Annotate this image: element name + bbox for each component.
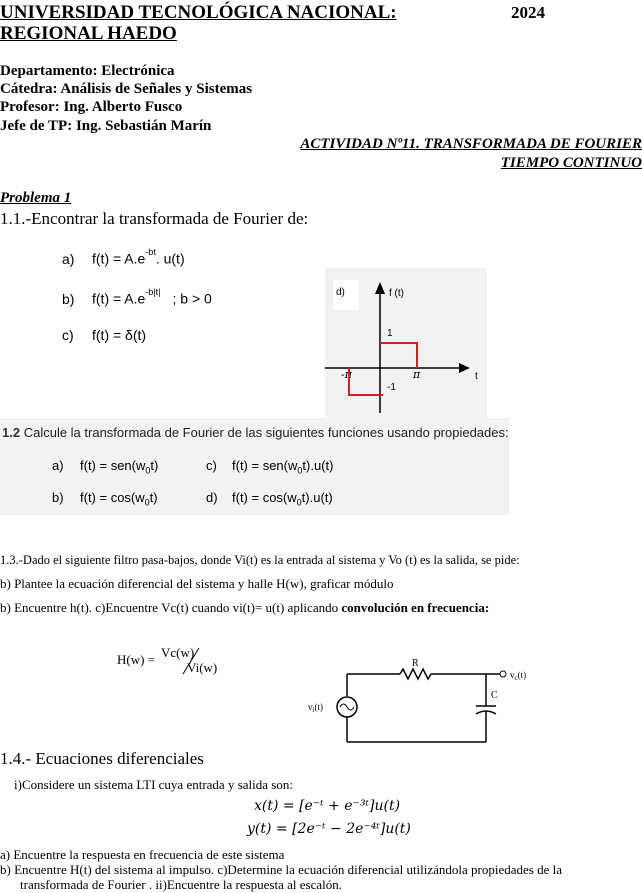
- p12-b: b) $f(t) = \cos(w_0t)$: [52, 490, 158, 508]
- hw-numerator: Vc(w): [161, 645, 195, 660]
- p12-c: c) $f(t) = sen(w_0t).u(t)$: [206, 458, 334, 476]
- graph-ylabel: f (t): [389, 288, 404, 299]
- activity-title: ACTIVIDAD Nº11. TRANSFORMADA DE FOURIER: [300, 136, 642, 152]
- rc-circuit: [300, 652, 545, 747]
- p14-b-line2: transformada de Fourier . ii)Encuentre la respuesta al escalón.: [20, 877, 342, 892]
- output-terminal: [500, 671, 506, 677]
- graph-neg-one: -1: [387, 382, 396, 393]
- graph-xlabel: t: [475, 371, 478, 382]
- professor: Profesor: Ing. Alberto Fusco: [0, 99, 183, 115]
- hw-formula: [115, 640, 255, 680]
- graph-one: 1: [387, 328, 393, 339]
- chair: Cátedra: Análisis de Señales y Sistemas: [0, 81, 253, 97]
- year: 2024: [511, 3, 545, 22]
- resistor: [400, 669, 431, 679]
- p11-text: 1.1.-Encontrar la transformada de Fourier de:: [0, 209, 309, 228]
- activity-subtitle: TIEMPO CONTINUO: [500, 155, 642, 171]
- p12-a: a) $f(t) = sen(w_0t)$: [52, 458, 159, 476]
- hw-denominator: Vi(w): [187, 660, 218, 675]
- svg-text:vi(t): $v_i(t)$: [308, 702, 323, 714]
- tp-head: Jefe de TP: Ing. Sebastián Marín: [0, 118, 212, 134]
- piecewise-graph: [325, 268, 487, 418]
- item-b: b) $f(t) = A.e^{-b|t|}$ ; b > 0: [62, 287, 212, 307]
- graph-neg-pi: -π: [341, 368, 352, 381]
- hw-lhs: H(w) =: [117, 652, 156, 667]
- resistor-label: R: [412, 658, 419, 669]
- item-c: c) f(t) = δ(t): [62, 327, 147, 343]
- p12-heading: 1.2 Calcule la transformada de Fourier de las siguientes funciones usando propiedades:: [2, 425, 509, 440]
- p13-line1: 1.3.-Dado el siguiente filtro pasa-bajos, donde Vi(t) es la entrada al sistema y Vo (t) es la salida, se pide:: [0, 553, 520, 567]
- capacitor-label: C: [491, 690, 498, 701]
- p13-line2: b) Plantee la ecuación diferencial del sistema y halle H(w), graficar módulo: [0, 576, 394, 591]
- p14-a: a) Encuentre la respuesta en frecuencia de este sistema: [0, 847, 285, 862]
- regional-title: REGIONAL HAEDO: [0, 23, 177, 44]
- p14-title: 1.4.- Ecuaciones diferenciales: [0, 749, 204, 768]
- p14-b-line1: b) Encuentre H(t) del sistema al impulso. c)Determine la ecuación diferencial utilizándola propiedades de la: [0, 862, 563, 877]
- university-title: UNIVERSIDAD TECNOLÓGICA NACIONAL:: [0, 2, 397, 23]
- equation-x: x(t) = [e⁻ᵗ + e⁻³ᵗ]u(t): [254, 798, 401, 814]
- graph-label-d: d): [336, 287, 345, 298]
- department: Departamento: Electrónica: [0, 63, 175, 79]
- p14-intro: i)Considere un sistema LTI cuya entrada y salida son:: [14, 777, 293, 792]
- problem-title: Problema 1: [0, 190, 72, 206]
- p13-line3: b) Encuentre h(t). c)Encuentre Vc(t) cuando vi(t)= u(t) aplicando convolución en frecuencia:: [0, 600, 490, 615]
- p12-d: d) $f(t) = \cos(w_0t).u(t)$: [206, 490, 333, 508]
- equation-y: y(t) = [2e⁻ᵗ − 2e⁻⁴ᵗ]u(t): [247, 821, 411, 837]
- svg-text:vc(t): $v_c(t)$: [510, 670, 527, 682]
- graph-pi: π: [413, 368, 421, 381]
- item-a: a) $f(t) = A.e^{-bt}$. u(t): [62, 247, 185, 267]
